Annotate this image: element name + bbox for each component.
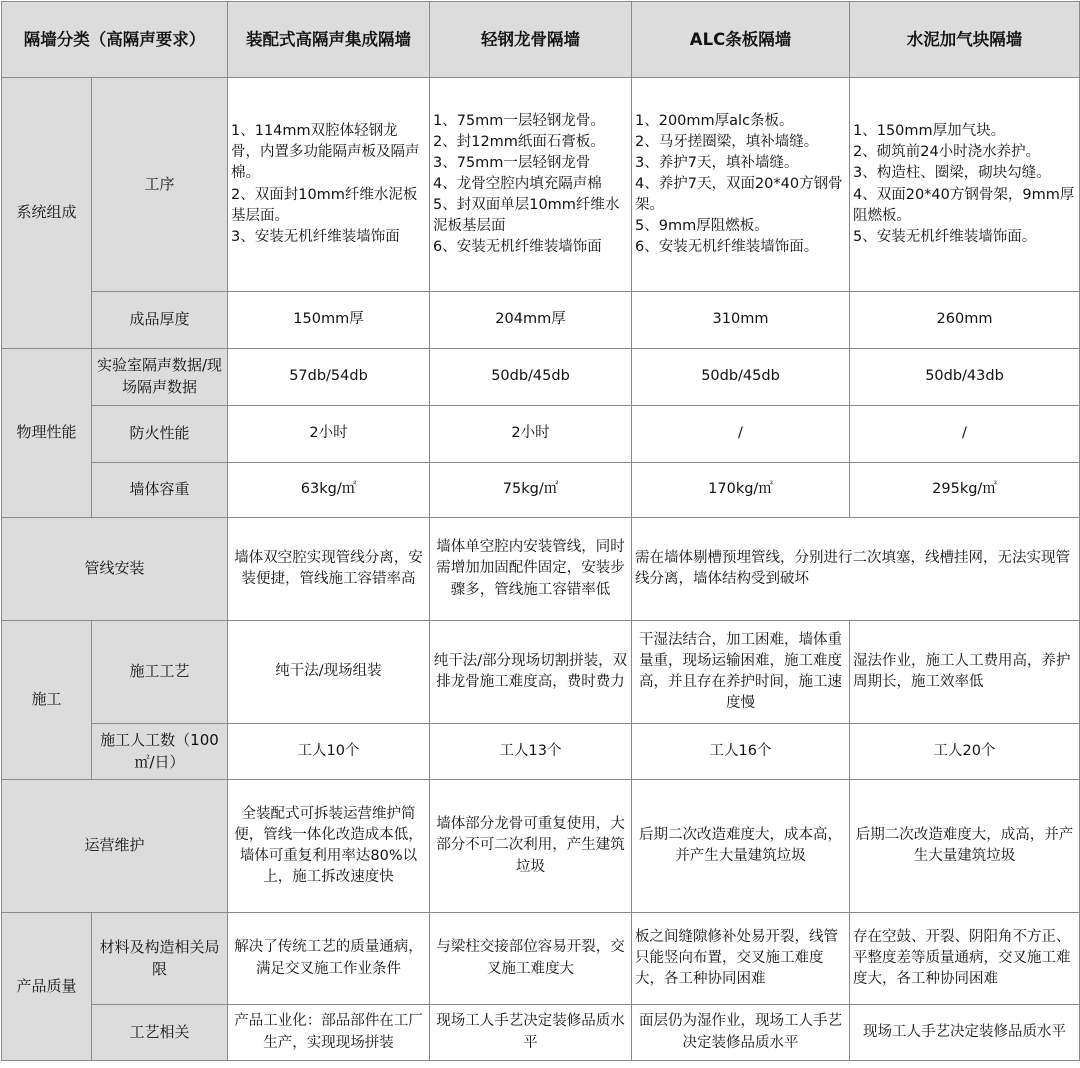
quality-craft-col4: 现场工人手艺决定装修品质水平 (850, 1005, 1080, 1061)
craft-col2: 纯干法/部分现场切割拼装，双排龙骨施工难度高，费时费力 (430, 621, 632, 724)
weight-col4: 295kg/㎡ (850, 463, 1080, 518)
maintenance-col3: 后期二次改造难度大，成本高，并产生大量建筑垃圾 (632, 780, 850, 913)
header-col1: 装配式高隔声集成隔墙 (228, 2, 430, 78)
thickness-col4: 260mm (850, 292, 1080, 349)
weight-col1: 63kg/㎡ (228, 463, 430, 518)
craft-col4: 湿法作业，施工人工费用高，养护周期长，施工效率低 (850, 621, 1080, 724)
material-col4: 存在空鼓、开裂、阴阳角不方正、平整度差等质量通病，交叉施工难度大，各工种协同困难 (850, 913, 1080, 1005)
material-col2: 与梁柱交接部位容易开裂，交叉施工难度大 (430, 913, 632, 1005)
table-row (2, 292, 1080, 349)
maintenance-col2: 墙体部分龙骨可重复使用，大部分不可二次利用，产生建筑垃圾 (430, 780, 632, 913)
process-col1: 1、114mm双腔体轻钢龙骨，内置多功能隔声板及隔声棉。 2、双面封10mm纤维水泥板基层面。 3、安装无机纤维装墙饰面 (228, 78, 430, 292)
fire-col1: 2小时 (228, 406, 430, 463)
group-system: 系统组成 (2, 78, 92, 349)
workers-col4: 工人20个 (850, 724, 1080, 780)
table-row (2, 518, 1080, 621)
table-row (2, 78, 1080, 292)
partition-comparison-table (1, 1, 1080, 1061)
pipeline-col1: 墙体双空腔实现管线分离，安装便捷，管线施工容错率高 (228, 518, 430, 621)
row-label-fire: 防火性能 (92, 406, 228, 463)
table-row (2, 621, 1080, 724)
quality-craft-col3: 面层仍为湿作业，现场工人手艺决定装修品质水平 (632, 1005, 850, 1061)
workers-col3: 工人16个 (632, 724, 850, 780)
header-col3: ALC条板隔墙 (632, 2, 850, 78)
row-label-weight: 墙体容重 (92, 463, 228, 518)
table-row (2, 349, 1080, 406)
process-col3: 1、200mm厚alc条板。 2、马牙搓圈梁，填补墙缝。 3、养护7天，填补墙缝。 4、养护7天，双面20*40方钢骨架。 5、9mm厚阻燃板。 6、安装无机纤维装墙饰面。 (632, 78, 850, 292)
sound-col1: 57db/54db (228, 349, 430, 406)
row-label-quality-craft: 工艺相关 (92, 1005, 228, 1061)
row-label-workers: 施工人工数（100㎡/日） (92, 724, 228, 780)
craft-col1: 纯干法/现场组装 (228, 621, 430, 724)
group-quality: 产品质量 (2, 913, 92, 1061)
table-row (2, 724, 1080, 780)
table-row (2, 1005, 1080, 1061)
sound-col4: 50db/43db (850, 349, 1080, 406)
maintenance-col1: 全装配式可拆装运营维护简便，管线一体化改造成本低，墙体可重复利用率达80%以上，施工拆改速度快 (228, 780, 430, 913)
table-row (2, 780, 1080, 913)
maintenance-col4: 后期二次改造难度大，成高，并产生大量建筑垃圾 (850, 780, 1080, 913)
row-label-process: 工序 (92, 78, 228, 292)
quality-craft-col1: 产品工业化：部品部件在工厂生产，实现现场拼装 (228, 1005, 430, 1061)
quality-craft-col2: 现场工人手艺决定装修品质水平 (430, 1005, 632, 1061)
header-col2: 轻钢龙骨隔墙 (430, 2, 632, 78)
weight-col2: 75kg/㎡ (430, 463, 632, 518)
thickness-col3: 310mm (632, 292, 850, 349)
table-row (2, 913, 1080, 1005)
workers-col1: 工人10个 (228, 724, 430, 780)
workers-col2: 工人13个 (430, 724, 632, 780)
header-col4: 水泥加气块隔墙 (850, 2, 1080, 78)
sound-col3: 50db/45db (632, 349, 850, 406)
sound-col2: 50db/45db (430, 349, 632, 406)
material-col3: 板之间缝隙修补处易开裂，线管只能竖向布置，交叉施工难度大，各工种协同困难 (632, 913, 850, 1005)
row-label-sound: 实验室隔声数据/现场隔声数据 (92, 349, 228, 406)
row-label-thickness: 成品厚度 (92, 292, 228, 349)
material-col1: 解决了传统工艺的质量通病，满足交叉施工作业条件 (228, 913, 430, 1005)
fire-col4: / (850, 406, 1080, 463)
pipeline-col2: 墙体单空腔内安装管线，同时需增加加固配件固定，安装步骤多，管线施工容错率低 (430, 518, 632, 621)
process-col2: 1、75mm一层轻钢龙骨。 2、封12mm纸面石膏板。 3、75mm一层轻钢龙骨 4、龙骨空腔内填充隔声棉 5、封双面单层10mm纤维水泥板基层面 6、安装无机纤维装墙饰面 (430, 78, 632, 292)
row-label-craft: 施工工艺 (92, 621, 228, 724)
header-category: 隔墙分类（高隔声要求） (2, 2, 228, 78)
craft-col3: 干湿法结合，加工困难，墙体重量重，现场运输困难，施工难度高，并且存在养护时间，施工速度慢 (632, 621, 850, 724)
thickness-col1: 150mm厚 (228, 292, 430, 349)
table-row (2, 406, 1080, 463)
thickness-col2: 204mm厚 (430, 292, 632, 349)
fire-col2: 2小时 (430, 406, 632, 463)
group-physical: 物理性能 (2, 349, 92, 518)
row-label-pipeline: 管线安装 (2, 518, 228, 621)
row-label-material: 材料及构造相关局限 (92, 913, 228, 1005)
pipeline-col34: 需在墙体剔槽预埋管线，分别进行二次填塞，线槽挂网，无法实现管线分离，墙体结构受到破坏 (632, 518, 1080, 621)
table-row (2, 463, 1080, 518)
fire-col3: / (632, 406, 850, 463)
process-col4: 1、150mm厚加气块。 2、砌筑前24小时浇水养护。 3、构造柱、圈梁，砌块勾缝。 4、双面20*40方钢骨架，9mm厚阻燃板。 5、安装无机纤维装墙饰面。 (850, 78, 1080, 292)
row-label-maintenance: 运营维护 (2, 780, 228, 913)
group-construction: 施工 (2, 621, 92, 780)
weight-col3: 170kg/㎡ (632, 463, 850, 518)
header-row (2, 2, 1080, 78)
